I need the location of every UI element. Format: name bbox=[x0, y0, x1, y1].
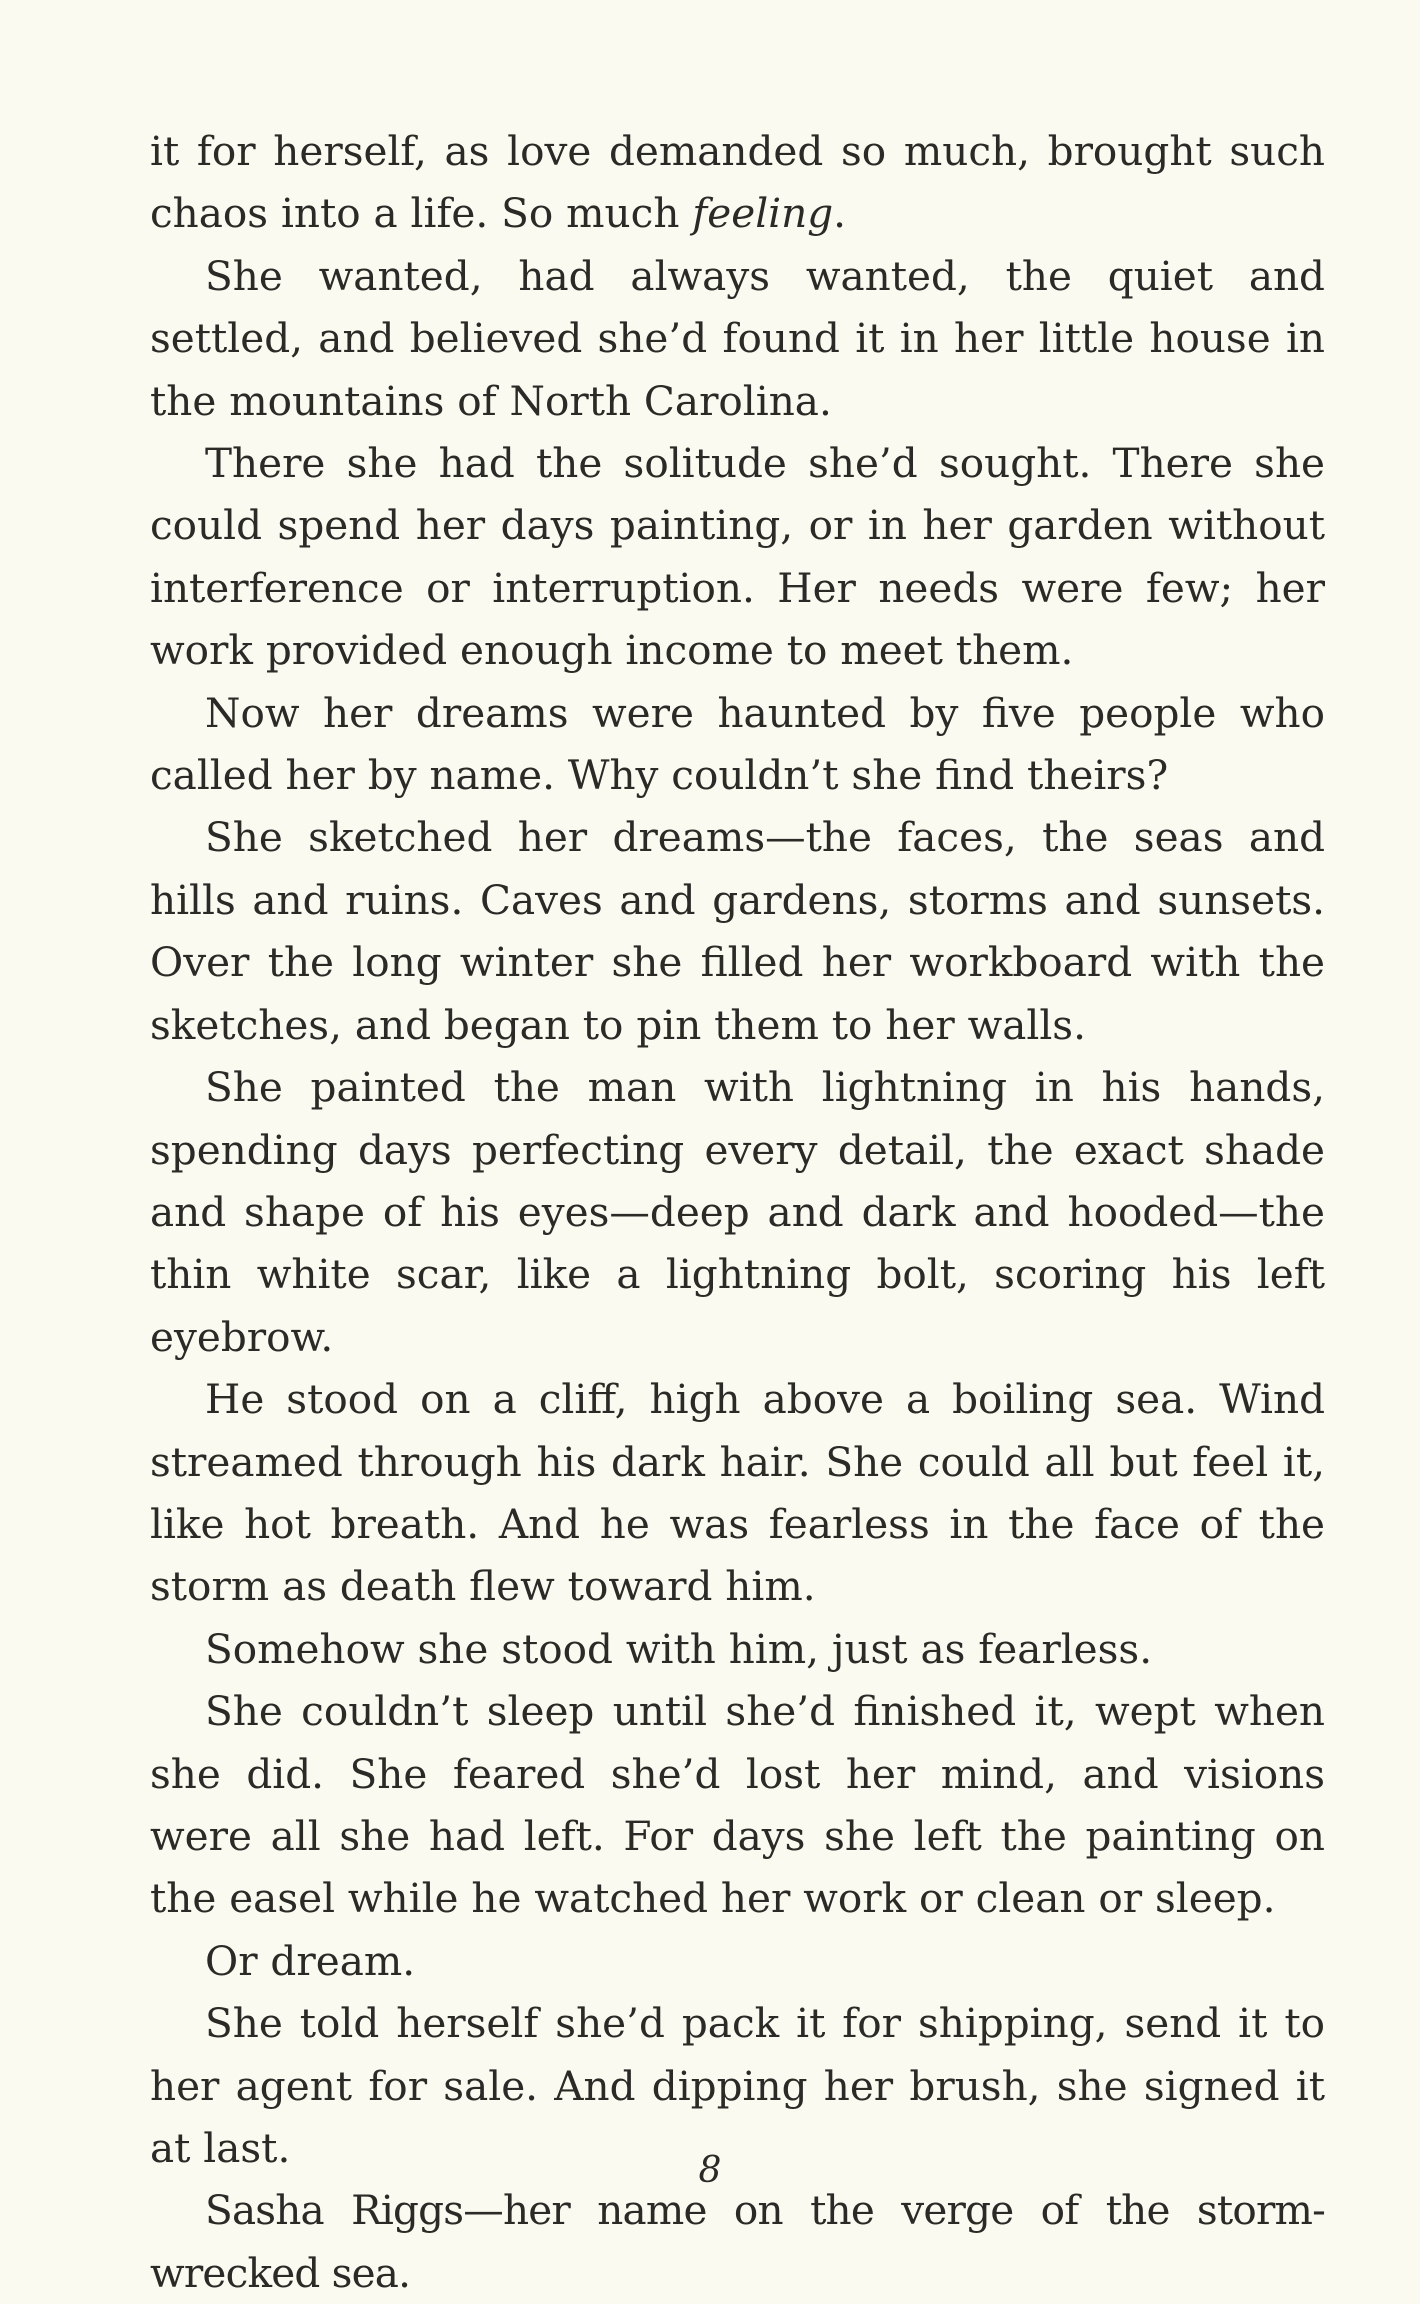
paragraph: She couldn’t sleep until she’d finished it, wept when she did. She feared she’d lost her mind, and visions were all she had left. For days she left the painting on the easel while he watched her work or clean or sleep. bbox=[150, 1687, 1325, 1923]
paragraph: She told herself she’d pack it for shipping, send it to her agent for sale. And dipping her brush, she signed it at last. bbox=[150, 1999, 1325, 2172]
paragraph: Now her dreams were haunted by five people who called her by name. Why couldn’t she find theirs? bbox=[150, 688, 1325, 800]
paragraph: Sasha Riggs—her name on the verge of the storm-wrecked sea. bbox=[150, 2186, 1325, 2297]
page-body bbox=[150, 120, 1325, 2304]
paragraph: She wanted, had always wanted, the quiet and settled, and believed she’d found it in her little house in the mountains of North Carolina. bbox=[150, 251, 1325, 425]
page-number: 8 bbox=[698, 2150, 722, 2191]
paragraph: She sketched her dreams—the faces, the seas and hills and ruins. Caves and gardens, storms and sunsets. Over the long winter she filled her workboard with the sketches, and began to pin them to her walls. bbox=[150, 813, 1325, 1049]
paragraph: Somehow she stood with him, just as fearless. bbox=[205, 1624, 1153, 1673]
paragraph: There she had the solitude she’d sought. There she could spend her days painting, or in her garden without interference or interruption. Her needs were few; her work provided enough income to meet them. bbox=[150, 439, 1325, 675]
paragraph: He stood on a cliff, high above a boiling sea. Wind streamed through his dark hair. She could all but feel it, like hot breath. And he was fearless in the face of the storm as death flew toward him. bbox=[150, 1375, 1325, 1611]
paragraph-text: it for herself, as love demanded so much, brought such chaos into a life. So much bbox=[150, 127, 1325, 238]
paragraph-text-end: . bbox=[833, 189, 846, 238]
paragraph: Or dream. bbox=[205, 1936, 416, 1985]
paragraph: She painted the man with lightning in his hands, spending days perfecting every detail, the exact shade and shape of his eyes—deep and dark and hooded—the thin white scar, like a lightning bolt, scoring his left eyebrow. bbox=[150, 1063, 1325, 1361]
emphasized-word: feeling bbox=[692, 189, 834, 238]
paragraph bbox=[150, 120, 1325, 245]
